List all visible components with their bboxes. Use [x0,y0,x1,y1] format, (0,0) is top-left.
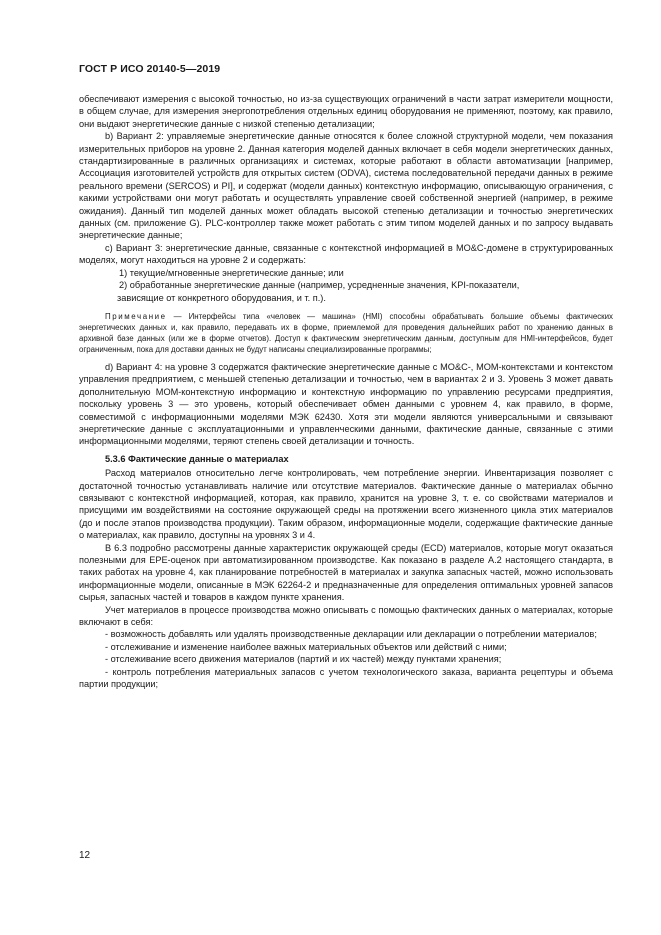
bullet-item: - возможность добавлять или удалять производственные декларации или декларации о потреблении материалов; [105,629,597,640]
bullet-item: - контроль потребления материальных запасов с учетом технологического заказа, варианта рецептуры и объема партии продукции; [79,666,613,690]
paragraph: Расход материалов относительно легче контролировать, чем потребление энергии. Инвентаризация позволяет с достаточной точностью устанавливать наличие или отсутствие материалов. Фактические данные о материалах обычно связывают с контекстной информацией, которая, как правило, хранится на уровне 3, т. е. со свойствами материалов и присущими им воздействиями на состояние окружающей среды на протяжении всего жизненного цикла этих материалов (до и после этапов производства продукции). Таким образом, информационные модели, содержащие фактические данные о материалах, как правило, доступны на уровнях 3 и 4. [79,468,613,541]
list-item-2: 2) обработанные энергетические данные (например, усредненные значения, KPI-показатели, [119,280,520,291]
section-heading: 5.3.6 Фактические данные о материалах [105,453,289,464]
page-number: 12 [79,850,91,861]
paragraph-variant-4: d) Вариант 4: на уровне 3 содержатся фактические энергетические данные с MO&C-, MOM-контекстами и контекстом управления предприятием, с меньшей степенью детализации и точностью, чем в вариантах 2 и 3. Уровень 3 может давать дополнительную MOM-контекстную информацию и контекстную информацию по управлению ресурсами предприятия, поскольку уровень 3 — это уровень, который обеспечивает обмен данными с уровнем 4, как правило, в форме, совместимой с информационными моделями МЭК 62430. Хотя эти модели являются универсальными и связывают энергетические данные с эксплуатационными и управленческими данными, фактические данные, связанные с этими информационными моделями, теряют степень своей детализации и точность. [79,361,613,447]
page-content [79,93,613,690]
bullet-item: - отслеживание и изменение наиболее важных материальных объектов или действий с ними; [105,641,507,652]
paragraph: Учет материалов в процессе производства можно описывать с помощью фактических данных о материалах, которые включают в себя: [79,604,613,628]
note [79,311,613,355]
paragraph: обеспечивают измерения с высокой точностью, но из-за существующих ограничений в части затрат измерители мощности, в общем случае, для измерения энергопотребления отдельных единиц оборудования не применяют, поэтому, как правило, они выдают энергетические данные с низкой степенью детализации; [79,94,613,129]
list-item-2-continued: зависящие от конкретного оборудования, и т. п.). [117,292,326,303]
note-text: — Интерфейсы типа «человек — машина» (HMI) способны обрабатывать большие объемы фактических энергетических данных и, как правило, передавать их в форме, приемлемой для проведения дальнейших работ по хранению данных в архивной базе данных (или же в форме отчетов). Доступ к фактическим энергетическим данным, доступным для HMI-интерфейсов, будет ограниченным, пока для доставки данных не будут написаны специализированные программы; [79,311,613,354]
bullet-item: - отслеживание всего движения материалов (партий и их частей) между пунктами хранения; [105,654,502,665]
list-item-1: 1) текущие/мгновенные энергетические данные; или [119,267,344,278]
note-label: Примечание [105,311,167,321]
paragraph-variant-2: b) Вариант 2: управляемые энергетические данные относятся к более сложной структурной модели, чем показания измерительных приборов на уровне 2. Данная категория моделей данных включает в себя модели энергетических данных, стандартизированные в различных организациях и системах, которые работают в области автоматизации [например, Ассоциация изготовителей устройств для открытых систем (ODVA), система последовательной передачи данных в режиме реального времени (SERCOS) и PI], и содержат (модели данных) контекстную информацию, описывающую ограничения, с какими устройствами они могут работать и осуществлять управление своей собственной энергией (например, в режиме ожидания). Данный тип моделей данных может обладать высокой степенью детализации и точностью энергетических данных (см. приложение G). PLC-контроллер также может работать с этим типом моделей данных и по запросу выдавать энергетические данные; [79,131,613,241]
paragraph: В 6.3 подробно рассмотрены данные характеристик окружающей среды (ECD) материалов, которые могут оказаться полезными для EPE-оценок при автоматизированном производстве. Как показано в разделе А.2 настоящего стандарта, в таких работах на уровне 4, как планирование потребностей в материалах и закупка запасных частей, можно использовать информационные модели, описанные в МЭК 62264-2 и предназначенные для определения оптимальных уровней запасов сырья, запасных частей и товаров в каждом пункте хранения. [79,542,613,603]
document-header: ГОСТ Р ИСО 20140-5—2019 [79,63,221,75]
paragraph-variant-3: c) Вариант 3: энергетические данные, связанные с контекстной информацией в MO&C-домене в структурированных моделях, могут находиться на уровне 2 и содержать: [79,242,613,266]
